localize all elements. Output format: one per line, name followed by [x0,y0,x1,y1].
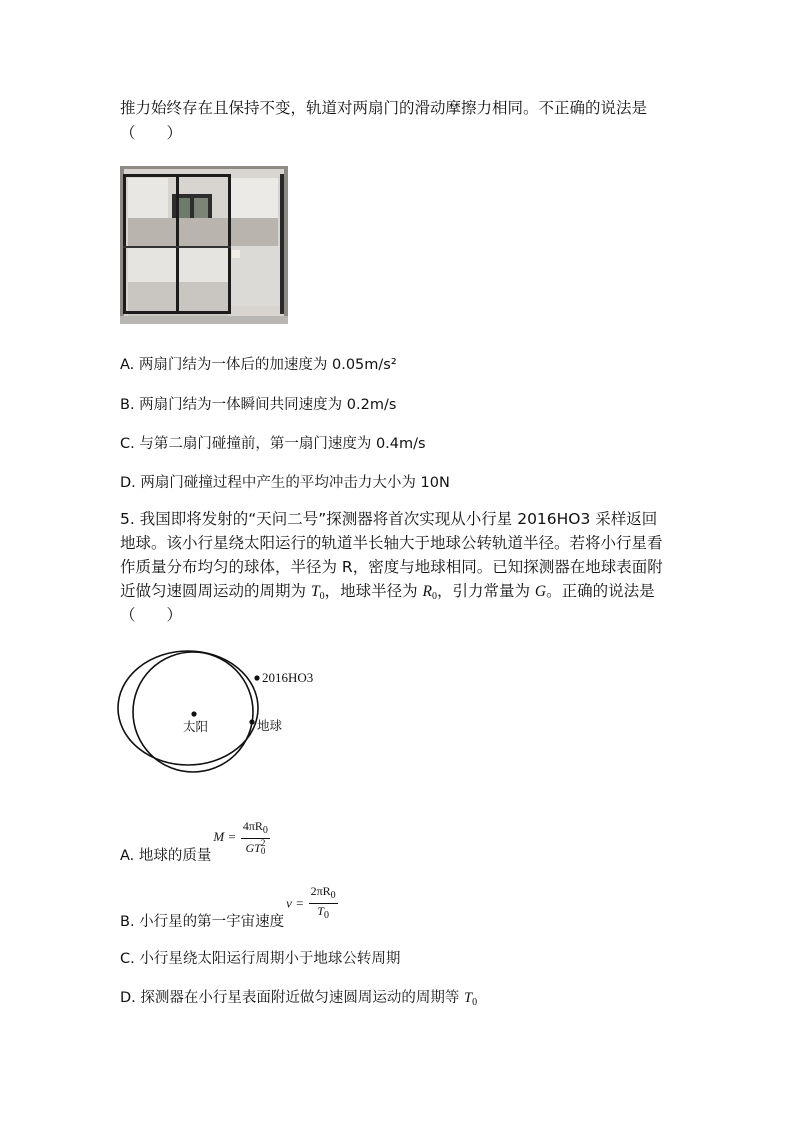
option-label: D. [120,990,136,1006]
q5-option-a [120,818,270,865]
option-label: D. [120,475,136,491]
option-label: B. [120,397,135,413]
sun-dot [191,711,196,716]
option-label: C. [120,951,135,967]
velocity-formula-fraction: $\frac{2\pi R_0}{T_0}$ [310,884,336,921]
option-text: 两扇门结为一体瞬间共同速度为 0.2m/s [139,397,397,413]
option-text: 两扇门结为一体后的加速度为 0.05m/s² [138,357,397,373]
q5-line-1: 5. 我国即将发射的“天问二号”探测器将首次实现从小行星 2016HO3 采样返回 [120,510,658,528]
option-text: 与第二扇门碰撞前，第一扇门速度为 0.4m/s [139,436,426,452]
asteroid-orbit [118,651,258,765]
option-label: C. [120,436,135,452]
asteroid-dot [254,675,259,680]
q4-option-c [120,432,426,453]
velocity-formula-lhs: v = [286,895,304,911]
option-label: A. [120,357,135,373]
option-text: 探测器在小行星表面附近做匀速圆周运动的周期等 [140,990,464,1006]
sun-label: 太阳 [183,719,209,734]
intro-paren: （ ） [120,124,183,142]
option-text: 两扇门碰撞过程中产生的平均冲击力大小为 10N [140,475,450,491]
q5-option-b [120,884,338,931]
q5-line-2: 地球。该小行星绕太阳运行的轨道半长轴大于地球公转轨道半径。若将小行星看 [120,534,663,552]
intro-line: 推力始终存在且保持不变，轨道对两扇门的滑动摩擦力相同。不正确的说法是 [120,99,648,117]
option-text: 地球的质量 [138,848,212,864]
earth-label: 地球 [257,718,283,733]
q5-line-4: 近做匀速圆周运动的周期为 $T_0$，地球半径为 $R_0$，引力常量为 G。正确的说法是 [120,582,655,602]
mass-formula-fraction: $4\pi R_0$ GT 2 0 [242,819,268,856]
mass-formula-lhs: M = [213,829,237,844]
q5-paren: （ ） [120,606,183,624]
q5-option-d: D. 探测器在小行星表面附近做匀速圆周运动的周期等 $T_0$ [120,990,478,1008]
earth-dot [249,719,254,724]
q5-option-c [120,947,400,968]
option-label: A. [120,848,135,864]
option-text: 小行星的第一宇宙速度 [139,914,285,930]
q5-line-3: 作质量分布均匀的球体，半径为 R，密度与地球相同。已知探测器在地球表面附 [120,558,663,576]
sliding-door-photo [120,166,288,324]
q4-option-d [120,471,450,492]
q4-option-b [120,393,396,414]
option-label: B. [120,914,135,930]
option-text: 小行星绕太阳运行周期小于地球公转周期 [139,951,401,967]
q4-option-a [120,353,397,374]
asteroid-label: 2016HO3 [262,670,314,685]
orbit-diagram [115,645,345,780]
